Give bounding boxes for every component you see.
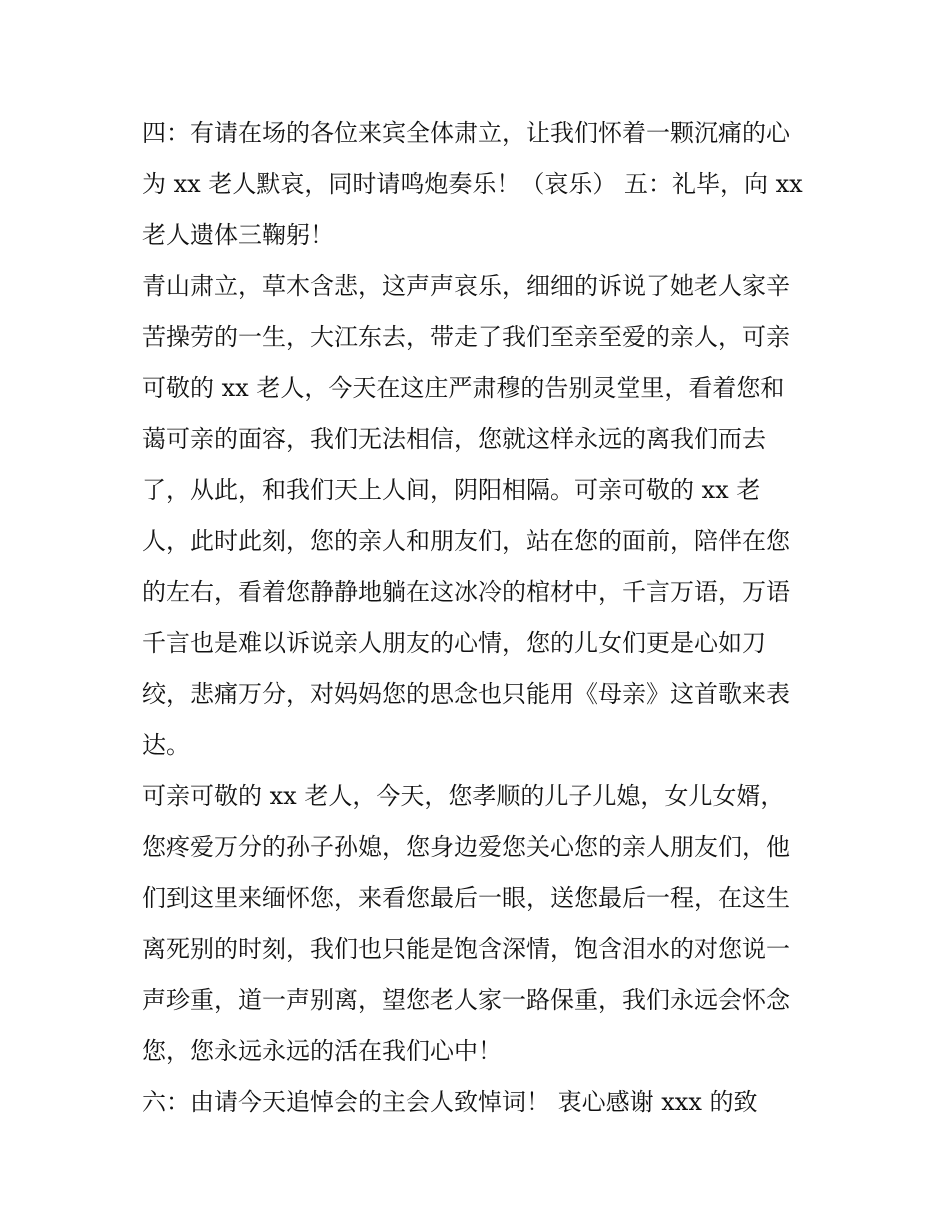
text-line: 您，您永远永远的活在我们心中！ [142, 1037, 502, 1065]
text-line: 您疼爱万分的孙子孙媳，您身边爱您关心您的亲人朋友们，他 [142, 833, 790, 861]
text-line: 苦操劳的一生，大江东去，带走了我们至亲至爱的亲人，可亲 [142, 323, 790, 351]
text-line: 千言也是难以诉说亲人朋友的心情，您的儿女们更是心如刀 [142, 629, 766, 657]
text-line: 人，此时此刻，您的亲人和朋友们，站在您的面前，陪伴在您 [142, 527, 790, 555]
text-line: 可敬的 xx 老人，今天在这庄严肃穆的告别灵堂里，看着您和 [142, 374, 785, 402]
text-line: 达。 [142, 731, 190, 759]
text-line: 老人遗体三鞠躬！ [142, 221, 334, 249]
text-line: 声珍重，道一声别离，望您老人家一路保重，我们永远会怀念 [142, 986, 790, 1014]
text-line: 绞，悲痛万分，对妈妈您的思念也只能用《母亲》这首歌来表 [142, 680, 790, 708]
text-line: 可亲可敬的 xx 老人，今天，您孝顺的儿子儿媳，女儿女婿， [142, 782, 785, 810]
text-line: 了，从此，和我们天上人间，阴阳相隔。可亲可敬的 xx 老 [142, 476, 761, 504]
document-body [142, 108, 814, 1128]
text-line: 们到这里来缅怀您，来看您最后一眼，送您最后一程，在这生 [142, 884, 790, 912]
text-line: 离死别的时刻，我们也只能是饱含深情，饱含泪水的对您说一 [142, 935, 790, 963]
text-line: 蔼可亲的面容，我们无法相信，您就这样永远的离我们而去 [142, 425, 766, 453]
text-line: 青山肃立，草木含悲，这声声哀乐，细细的诉说了她老人家辛 [142, 272, 790, 300]
text-line: 六：由请今天追悼会的主会人致悼词！ 衷心感谢 xxx 的致 [142, 1088, 758, 1116]
text-line: 为 xx 老人默哀，同时请鸣炮奏乐！（哀乐） 五：礼毕，向 xx [142, 170, 803, 198]
text-line: 的左右，看着您静静地躺在这冰冷的棺材中，千言万语，万语 [142, 578, 790, 606]
text-line: 四：有请在场的各位来宾全体肃立，让我们怀着一颗沉痛的心 [142, 119, 790, 147]
